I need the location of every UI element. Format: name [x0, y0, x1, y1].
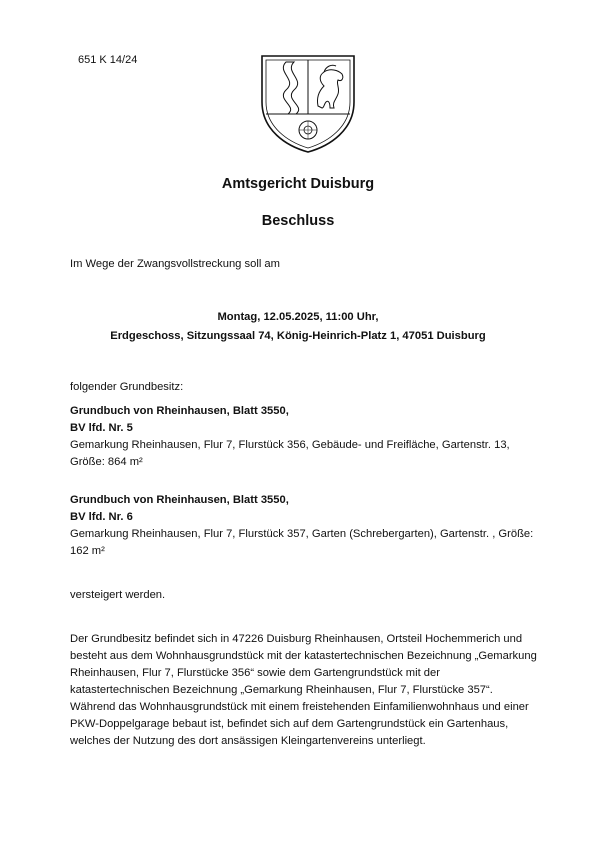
- court-name: Amtsgericht Duisburg: [221, 176, 375, 192]
- property-entry: BV lfd. Nr. 5: [70, 422, 133, 434]
- appointment-date: Montag, 12.05.2025, 11:00 Uhr,: [217, 311, 379, 323]
- appointment-location: Erdgeschoss, Sitzungssaal 74, König-Heinrich-Platz 1, 47051 Duisburg: [110, 330, 486, 342]
- property-register: Grundbuch von Rheinhausen, Blatt 3550,: [70, 405, 289, 417]
- property-block-1: [70, 403, 540, 471]
- property-entry: BV lfd. Nr. 6: [70, 511, 133, 523]
- property-block-2: [70, 492, 540, 560]
- nrw-coat-of-arms-icon: [258, 50, 358, 154]
- property-description: Gemarkung Rheinhausen, Flur 7, Flurstück 357, Garten (Schrebergarten), Gartenstr. , Größe: 162 m²: [70, 528, 534, 557]
- property-register: Grundbuch von Rheinhausen, Blatt 3550,: [70, 494, 289, 506]
- intro-text: Im Wege der Zwangsvollstreckung soll am: [70, 258, 280, 270]
- case-number: 651 K 14/24: [78, 54, 138, 66]
- document-title: Beschluss: [261, 213, 335, 229]
- property-intro: folgender Grundbesitz:: [70, 381, 184, 393]
- auction-line: versteigert werden.: [70, 589, 166, 601]
- property-description: Gemarkung Rheinhausen, Flur 7, Flurstück 356, Gebäude- und Freifläche, Gartenstr. 13, Größe: 864 m²: [70, 439, 510, 468]
- property-details: Der Grundbesitz befindet sich in 47226 Duisburg Rheinhausen, Ortsteil Hochemmerich und besteht aus dem Wohnhausgrundstück mit der katastertechnischen Bezeichnung „Gemarkung Rheinhausen, Flur 7, Flurstücke 356“ sowie dem Gartengrundstück mit der katastertechnischen Bezeichnung „Gemarkung Rheinhausen, Flur 7, Flurstücke 357“. Während das Wohnhausgrundstück mit einem freistehenden Einfamilienwohnhaus und einer PKW-Doppelgarage bebaut ist, befindet sich auf dem Gartengrundstück ein Gartenhaus, welches der Nutzung des dort ansässigen Kleingartenvereins unterliegt.: [70, 633, 537, 747]
